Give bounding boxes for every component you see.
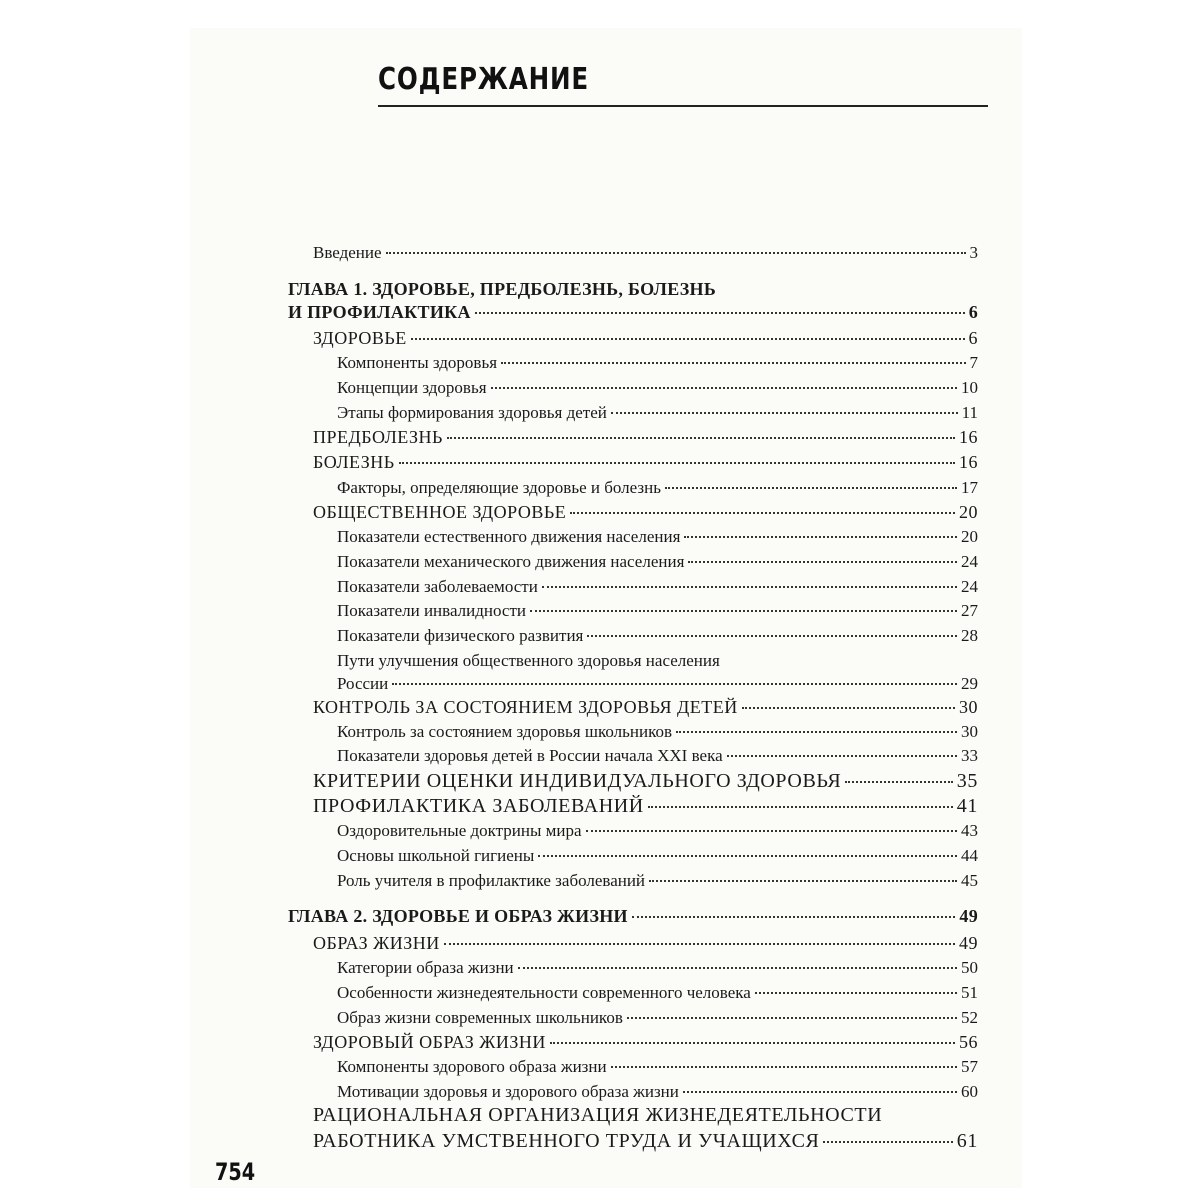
leader-dots — [632, 916, 956, 918]
toc-entry-label: ОБРАЗ ЖИЗНИ — [313, 933, 440, 953]
toc-entry-subsection — [337, 1056, 978, 1078]
toc-entry-page: 30 — [961, 722, 978, 741]
toc-entry-label: Показатели заболеваемости — [337, 577, 538, 596]
leader-dots — [845, 781, 952, 783]
toc-entry-label: КРИТЕРИИ ОЦЕНКИ ИНДИВИДУАЛЬНОГО ЗДОРОВЬЯ — [313, 770, 842, 792]
toc-entry-page: 33 — [961, 746, 978, 765]
toc-entry-subsection — [337, 870, 978, 892]
toc-entry-label: ПРОФИЛАКТИКА ЗАБОЛЕВАНИЙ — [313, 795, 644, 817]
toc-entry-subsection — [337, 352, 978, 374]
toc-entry-page: 44 — [961, 846, 978, 865]
toc-entry-line1: Пути улучшения общественного здоровья населения — [337, 651, 720, 670]
toc-entry-subsection — [337, 576, 978, 598]
toc-entry-label: Показатели механического движения населения — [337, 552, 685, 571]
toc-entry-section — [313, 426, 978, 448]
toc-entry-label: Мотивации здоровья и здорового образа жизни — [337, 1082, 679, 1101]
toc-entry-label: Оздоровительные доктрины мира — [337, 821, 582, 840]
toc-entry-page: 20 — [959, 502, 978, 522]
leader-dots — [538, 855, 957, 857]
leader-dots — [587, 635, 957, 637]
toc-entry-subsection — [337, 745, 978, 767]
toc-entry-section — [313, 451, 978, 473]
toc-entry-page: 41 — [956, 795, 978, 817]
toc-entry-label: России — [337, 674, 389, 693]
toc-entry-section — [313, 696, 978, 718]
toc-entry-label: Основы школьной гигиены — [337, 846, 535, 865]
leader-dots — [676, 731, 957, 733]
toc-entry-subsection — [337, 820, 978, 842]
toc-entry-page: 61 — [956, 1130, 978, 1152]
toc-entry-label: Этапы формирования здоровья детей — [337, 403, 607, 422]
toc-entry-label: Роль учителя в профилактике заболеваний — [337, 871, 646, 890]
toc-entry-section — [313, 327, 978, 349]
toc-entry-page: 30 — [959, 697, 978, 717]
leader-dots — [570, 512, 955, 514]
toc-entry-page: 10 — [961, 378, 978, 397]
page-title: СОДЕРЖАНИЕ — [378, 62, 590, 97]
leader-dots — [475, 312, 965, 314]
toc-entry-page: 6 — [968, 302, 978, 322]
toc-entry-page: 51 — [961, 983, 978, 1002]
toc-entry-label: ЗДОРОВЫЙ ОБРАЗ ЖИЗНИ — [313, 1032, 546, 1052]
toc-entry-label: Показатели физического развития — [337, 626, 584, 645]
toc-entry-label: Показатели здоровья детей в России начала XXI века — [337, 746, 723, 765]
toc-entry-section — [313, 932, 978, 954]
leader-dots — [648, 806, 953, 808]
toc-entry-label: Контроль за состоянием здоровья школьников — [337, 722, 672, 741]
toc-entry-subsection — [337, 402, 978, 424]
leader-dots — [586, 830, 957, 832]
toc-entry-page: 56 — [959, 1032, 978, 1052]
leader-dots — [683, 1091, 957, 1093]
toc-entry-label: ЗДОРОВЬЕ — [313, 328, 407, 348]
toc-entry-subsection — [337, 477, 978, 499]
toc-entry-page: 6 — [968, 328, 978, 348]
toc-entry-label: ПРЕДБОЛЕЗНЬ — [313, 427, 443, 447]
leader-dots — [688, 561, 957, 563]
toc-entry-page: 49 — [959, 906, 978, 926]
toc-entry-label: Образ жизни современных школьников — [337, 1008, 623, 1027]
toc-entry-page: 3 — [969, 243, 978, 262]
toc-entry-section — [313, 501, 978, 523]
toc-entry-page: 50 — [961, 958, 978, 977]
leader-dots — [755, 992, 957, 994]
leader-dots — [550, 1042, 955, 1044]
toc-entry-page: 52 — [961, 1008, 978, 1027]
toc-entry-page: 35 — [956, 770, 978, 792]
toc-entry-subsection — [337, 845, 978, 867]
leader-dots — [665, 487, 957, 489]
leader-dots — [823, 1141, 952, 1143]
toc-entry-page: 17 — [961, 478, 978, 497]
toc-entry-subsection — [337, 551, 978, 573]
toc-entry-label: РАБОТНИКА УМСТВЕННОГО ТРУДА И УЧАЩИХСЯ — [313, 1130, 820, 1152]
leader-dots — [611, 1066, 957, 1068]
toc-entry-label: Особенности жизнедеятельности современного человека — [337, 983, 751, 1002]
toc-entry-subsection — [337, 673, 978, 695]
toc-entry-page: 45 — [961, 871, 978, 890]
toc-entry-label: ГЛАВА 2. ЗДОРОВЬЕ И ОБРАЗ ЖИЗНИ — [288, 906, 628, 926]
toc-entry-line1: РАЦИОНАЛЬНАЯ ОРГАНИЗАЦИЯ ЖИЗНЕДЕЯТЕЛЬНОСТИ — [313, 1104, 883, 1126]
leader-dots — [627, 1017, 957, 1019]
toc-entry-label: Категории образа жизни — [337, 958, 514, 977]
toc-entry-page: 16 — [959, 427, 978, 447]
toc-entry-label: ОБЩЕСТВЕННОЕ ЗДОРОВЬЕ — [313, 502, 567, 522]
toc-entry-chapter-1 — [288, 301, 978, 323]
toc-entry-subsection — [337, 600, 978, 622]
leader-dots — [392, 683, 957, 685]
toc-entry-page: 49 — [959, 933, 978, 953]
toc-entry-section — [313, 770, 978, 792]
toc-entry-section — [313, 1130, 978, 1152]
toc-entry-subsection — [337, 721, 978, 743]
toc-entry-introduction — [313, 242, 978, 264]
leader-dots — [542, 586, 957, 588]
toc-entry-label: КОНТРОЛЬ ЗА СОСТОЯНИЕМ ЗДОРОВЬЯ ДЕТЕЙ — [313, 697, 738, 717]
leader-dots — [727, 755, 957, 757]
leader-dots — [491, 387, 957, 389]
leader-dots — [611, 412, 958, 414]
toc-entry-label: Компоненты здоровья — [337, 353, 498, 372]
toc-entry-page: 16 — [959, 452, 978, 472]
leader-dots — [444, 943, 955, 945]
leader-dots — [742, 707, 955, 709]
toc-entry-page: 20 — [961, 527, 978, 546]
toc-entry-subsection — [337, 982, 978, 1004]
toc-entry-label: Факторы, определяющие здоровье и болезнь — [337, 478, 661, 497]
toc-entry-label: БОЛЕЗНЬ — [313, 452, 395, 472]
toc-entry-label: Введение — [313, 243, 382, 262]
leader-dots — [518, 967, 957, 969]
toc-entry-page: 27 — [961, 601, 978, 620]
leader-dots — [411, 338, 965, 340]
toc-entry-page: 57 — [961, 1057, 978, 1076]
leader-dots — [649, 880, 957, 882]
toc-entry-subsection — [337, 377, 978, 399]
toc-entry-page: 60 — [961, 1082, 978, 1101]
leader-dots — [399, 462, 955, 464]
page-number: 754 — [215, 1158, 256, 1186]
toc-entry-label: Показатели инвалидности — [337, 601, 526, 620]
leader-dots — [684, 536, 957, 538]
toc-entry-subsection — [337, 625, 978, 647]
toc-entry-label: Компоненты здорового образа жизни — [337, 1057, 607, 1076]
toc-entry-page: 29 — [961, 674, 978, 693]
toc-entry-page: 43 — [961, 821, 978, 840]
toc-entry-page: 7 — [969, 353, 978, 372]
leader-dots — [386, 252, 966, 254]
toc-entry-section — [313, 1031, 978, 1053]
leader-dots — [530, 610, 957, 612]
toc-entry-page: 28 — [961, 626, 978, 645]
leader-dots — [501, 362, 965, 364]
toc-entry-subsection — [337, 526, 978, 548]
toc-entry-page: 24 — [961, 552, 978, 571]
toc-entry-subsection — [337, 1081, 978, 1103]
toc-entry-page: 11 — [961, 403, 978, 422]
leader-dots — [447, 437, 955, 439]
toc-entry-subsection — [337, 1007, 978, 1029]
toc-entry-section — [313, 795, 978, 817]
toc-entry-label: Показатели естественного движения населения — [337, 527, 681, 546]
toc-entry-subsection — [337, 957, 978, 979]
toc-entry-chapter-2 — [288, 905, 978, 927]
toc-entry-page: 24 — [961, 577, 978, 596]
chapter-1-title-line1: ГЛАВА 1. ЗДОРОВЬЕ, ПРЕДБОЛЕЗНЬ, БОЛЕЗНЬ — [288, 279, 717, 299]
toc-entry-label: И ПРОФИЛАКТИКА — [288, 302, 471, 322]
toc-entry-label: Концепции здоровья — [337, 378, 487, 397]
